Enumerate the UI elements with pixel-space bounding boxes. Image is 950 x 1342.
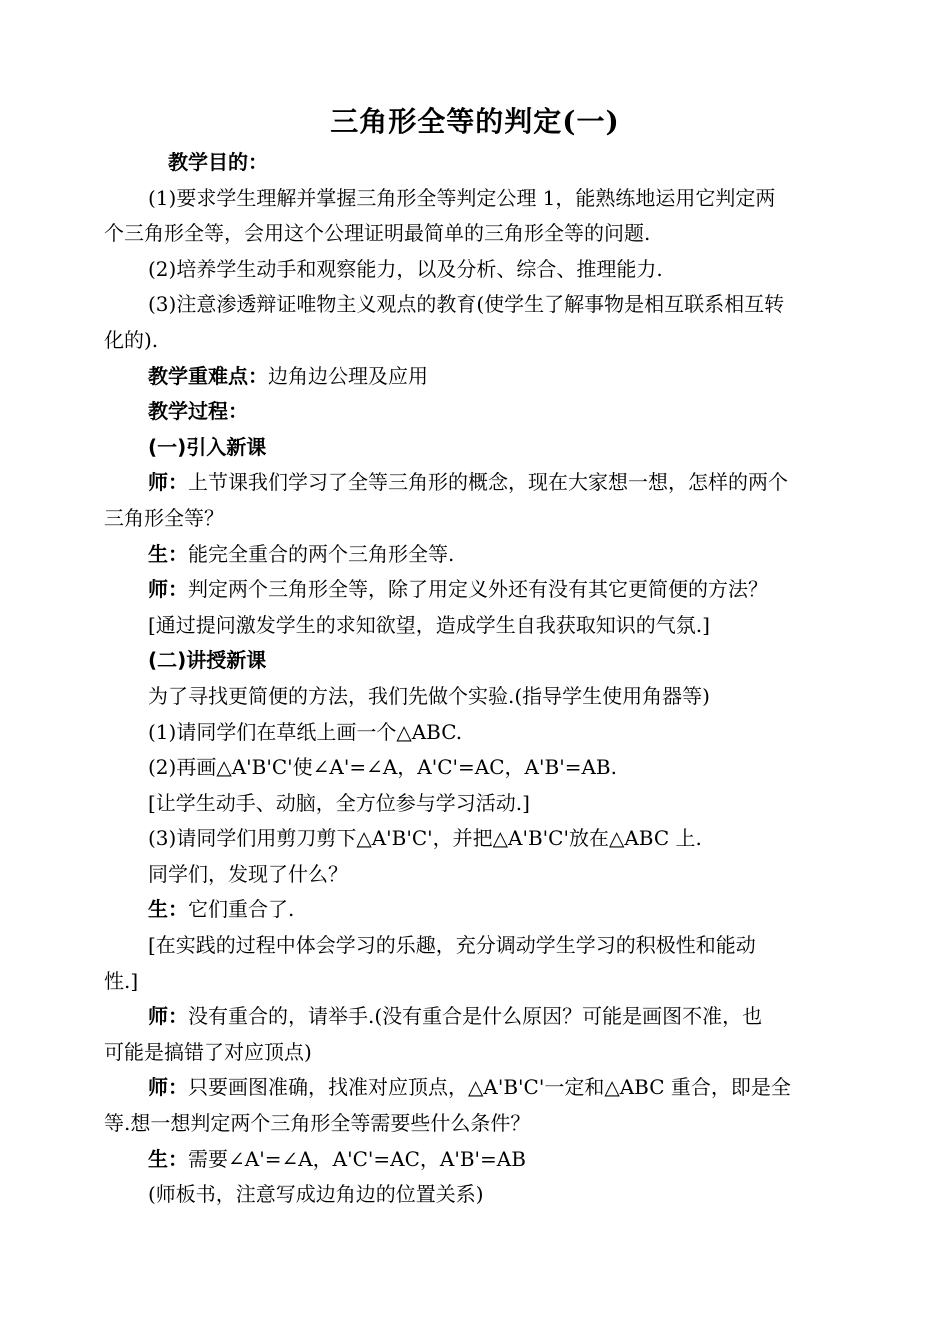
line-text: 等.想一想判定两个三角形全等需要些什么条件？ [104, 1111, 531, 1136]
line-label: 师： [148, 1004, 188, 1029]
text-line [104, 1142, 850, 1178]
text-line [104, 572, 850, 608]
line-label: 生： [148, 541, 188, 566]
line-label: 生： [148, 897, 188, 922]
line-text: 同学们，发现了什么？ [148, 861, 348, 886]
text-line [104, 1106, 850, 1142]
line-text: 它们重合了. [188, 897, 295, 922]
line-label: 教学目的： [168, 150, 268, 174]
line-text: 上节课我们学习了全等三角形的概念，现在大家想一想，怎样的两个 [188, 470, 788, 495]
text-line [104, 501, 850, 537]
text-line [104, 1035, 850, 1071]
document-title: 三角形全等的判定(一) [330, 105, 620, 138]
text-line [104, 181, 850, 217]
line-text: 可能是搞错了对应顶点) [104, 1039, 312, 1064]
text-line [104, 430, 850, 466]
text-line [104, 465, 850, 501]
text-line [104, 999, 850, 1035]
text-line [104, 643, 850, 679]
text-line [104, 1177, 850, 1213]
line-label: 师： [148, 1075, 188, 1100]
line-text: 边角边公理及应用 [268, 363, 428, 388]
line-label: (二)讲授新课 [148, 648, 267, 673]
line-text: 没有重合的，请举手.(没有重合是什么原因？可能是画图不准，也 [188, 1004, 763, 1029]
text-line [104, 786, 850, 822]
line-text: 三角形全等？ [104, 505, 224, 530]
line-label: 生： [148, 1146, 188, 1171]
line-text: (1)请同学们在草纸上画一个△ABC. [148, 719, 463, 744]
line-text: [通过提问激发学生的求知欲望，造成学生自我获取知识的气氛.] [148, 612, 710, 637]
line-text: (3)请同学们用剪刀剪下△A'B'C'，并把△A'B'C'放在△ABC 上. [148, 826, 702, 851]
text-line [104, 359, 850, 395]
text-line [104, 1070, 850, 1106]
text-line [104, 928, 850, 964]
line-text: [在实践的过程中体会学习的乐趣，充分调动学生学习的积极性和能动 [148, 933, 756, 958]
text-line [104, 964, 850, 1000]
line-label: 师： [148, 470, 188, 495]
text-line [104, 323, 850, 359]
text-line [104, 715, 850, 751]
text-line [104, 750, 850, 786]
line-text: (师板书，注意写成边角边的位置关系) [148, 1182, 484, 1207]
text-line [104, 857, 850, 893]
line-text: (1)要求学生理解并掌握三角形全等判定公理 1，能熟练地运用它判定两 [148, 185, 776, 210]
document-body [104, 145, 850, 1213]
text-line [104, 821, 850, 857]
line-text: 能完全重合的两个三角形全等. [188, 541, 455, 566]
text-line [104, 892, 850, 928]
line-label: 教学重难点： [148, 363, 268, 388]
text-line [104, 608, 850, 644]
text-line [104, 287, 850, 323]
text-line [104, 252, 850, 288]
text-line [104, 216, 850, 252]
line-text: (2)培养学生动手和观察能力，以及分析、综合、推理能力. [148, 256, 663, 281]
line-label: (一)引入新课 [148, 434, 267, 459]
text-line [104, 679, 850, 715]
line-label: 师： [148, 577, 188, 602]
text-line [104, 394, 850, 430]
text-line [104, 537, 850, 573]
line-text: 为了寻找更简便的方法，我们先做个实验.(指导学生使用角器等) [148, 683, 710, 708]
line-text: (2)再画△A'B'C'使∠A'=∠A，A'C'=AC，A'B'=AB. [148, 755, 617, 780]
line-text: 判定两个三角形全等，除了用定义外还有没有其它更简便的方法？ [188, 577, 768, 602]
line-text: 需要∠A'=∠A，A'C'=AC，A'B'=AB [188, 1146, 526, 1171]
line-text: 化的). [104, 327, 159, 352]
line-text: (3)注意渗透辩证唯物主义观点的教育(使学生了解事物是相互联系相互转 [148, 292, 785, 317]
line-text: 性.] [104, 968, 139, 993]
line-text: 个三角形全等，会用这个公理证明最简单的三角形全等的问题. [104, 221, 651, 246]
text-line [104, 145, 850, 181]
line-text: 只要画图准确，找准对应顶点，△A'B'C'一定和△ABC 重合，即是全 [188, 1075, 791, 1100]
line-text: [让学生动手、动脑，全方位参与学习活动.] [148, 790, 530, 815]
line-label: 教学过程： [148, 399, 248, 424]
